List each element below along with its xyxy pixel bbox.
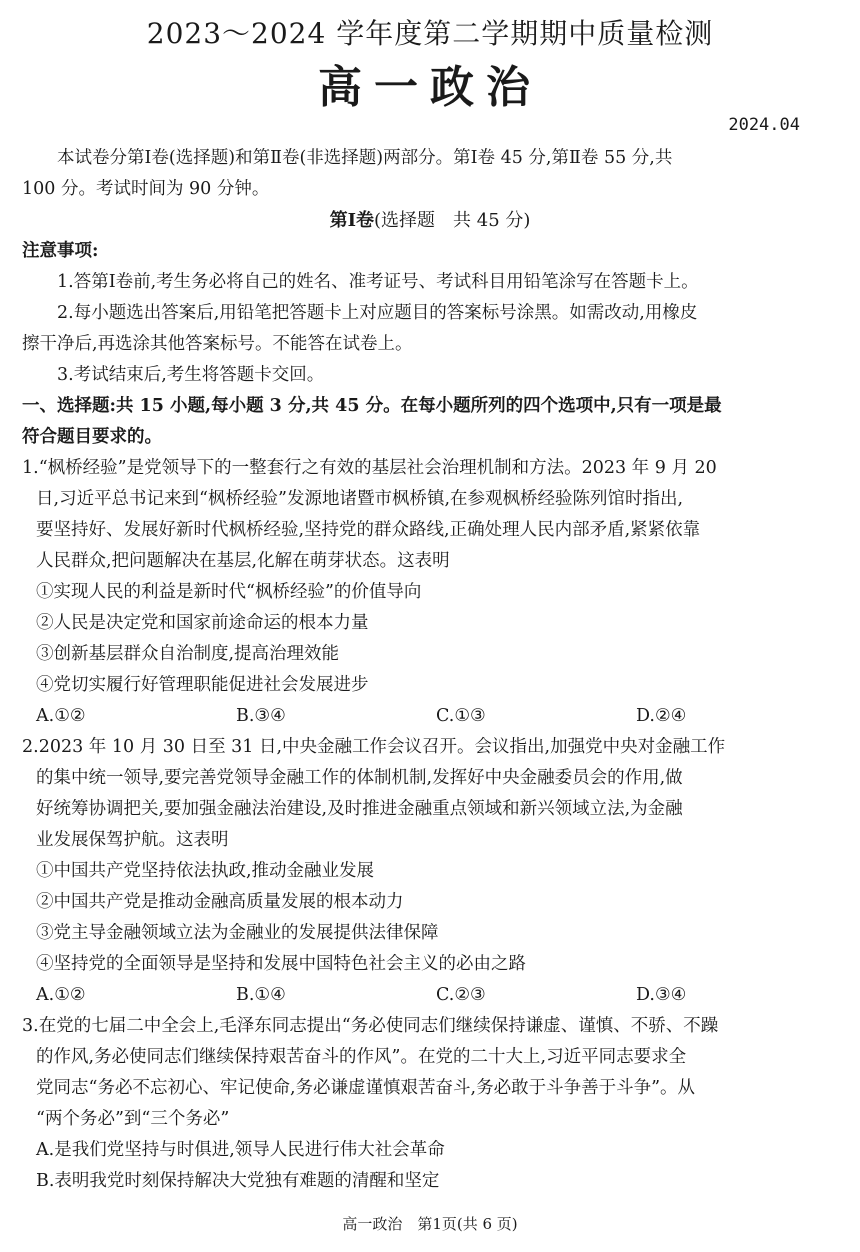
statement: ③党主导金融领域立法为金融业的发展提供法律保障 xyxy=(36,923,439,943)
exam-date: 2024.04 xyxy=(728,115,800,135)
question-text-line: “两个务必”到“三个务必” xyxy=(36,1109,230,1129)
question-text-line: 1.“枫桥经验”是党领导下的一整套行之有效的基层社会治理机制和方法。2023 年 9 月 20 xyxy=(22,458,717,478)
exam-content xyxy=(22,143,838,1197)
choice-b: B.③④ xyxy=(236,706,286,726)
choice-a: A.①② xyxy=(36,985,86,1005)
choice-a: A.①② xyxy=(36,706,86,726)
intro-line-2: 100 分。考试时间为 90 分钟。 xyxy=(22,179,270,199)
choice-d: D.②④ xyxy=(636,706,687,726)
choice-d: D.③④ xyxy=(636,985,687,1005)
answer-choices xyxy=(22,701,838,732)
statement: ④党切实履行好管理职能促进社会发展进步 xyxy=(36,675,369,695)
choice-c: C.①③ xyxy=(436,706,486,726)
question-text-line: 好统筹协调把关,要加强金融法治建设,及时推进金融重点领域和新兴领域立法,为金融 xyxy=(36,799,683,819)
question-text-line: 日,习近平总书记来到“枫桥经验”发源地诸暨市枫桥镇,在参观枫桥经验陈列馆时指出, xyxy=(36,489,684,509)
statement: ①中国共产党坚持依法执政,推动金融业发展 xyxy=(36,861,375,881)
answer-choices xyxy=(22,980,838,1011)
question-text-line: 业发展保驾护航。这表明 xyxy=(36,830,229,850)
page-footer: 高一政治 第1页(共 6 页) xyxy=(342,1215,518,1233)
question-text-line: 2.2023 年 10 月 30 日至 31 日,中央金融工作会议召开。会议指出,加强党中央对金融工作 xyxy=(22,737,726,757)
notice-item: 1.答第Ⅰ卷前,考生务必将自己的姓名、准考证号、考试科目用铅笔涂写在答题卡上。 xyxy=(57,272,699,292)
notice-item: 2.每小题选出答案后,用铅笔把答题卡上对应题目的答案标号涂黑。如需改动,用橡皮 xyxy=(57,303,698,323)
question-text-line: 要坚持好、发展好新时代枫桥经验,坚持党的群众路线,正确处理人民内部矛盾,紧紧依靠 xyxy=(36,520,701,540)
notice-item: 擦干净后,再选涂其他答案标号。不能答在试卷上。 xyxy=(22,334,413,354)
option: B.表明我党时刻保持解决大党独有难题的清醒和坚定 xyxy=(36,1171,440,1191)
question-text-line: 的作风,务必使同志们继续保持艰苦奋斗的作风”。在党的二十大上,习近平同志要求全 xyxy=(36,1047,687,1067)
statement: ④坚持党的全面领导是坚持和发展中国特色社会主义的必由之路 xyxy=(36,954,526,974)
intro-line-1: 本试卷分第Ⅰ卷(选择题)和第Ⅱ卷(非选择题)两部分。第Ⅰ卷 45 分,第Ⅱ卷 55 分,共 xyxy=(57,148,673,168)
statement: ①实现人民的利益是新时代“枫桥经验”的价值导向 xyxy=(36,582,422,602)
question-text-line: 的集中统一领导,要完善党领导金融工作的体制机制,发挥好中央金融委员会的作用,做 xyxy=(36,768,683,788)
part1-heading-line-2: 符合题目要求的。 xyxy=(22,427,162,447)
statement: ②中国共产党是推动金融高质量发展的根本动力 xyxy=(36,892,404,912)
question-text-line: 3.在党的七届二中全会上,毛泽东同志提出“务必使同志们继续保持谦虚、谨慎、不骄、不躁 xyxy=(22,1016,719,1036)
exam-title: 2023～2024 学年度第二学期期中质量检测 xyxy=(146,17,714,50)
choice-b: B.①④ xyxy=(236,985,286,1005)
section-title-main: 第Ⅰ卷 xyxy=(329,210,374,231)
question-text-line: 党同志“务必不忘初心、牢记使命,务必谦虚谨慎艰苦奋斗,务必敢于斗争善于斗争”。从 xyxy=(36,1078,696,1098)
notice-item: 3.考试结束后,考生将答题卡交回。 xyxy=(57,365,325,385)
section-title xyxy=(22,205,838,236)
part1-heading-line-1: 一、选择题:共 15 小题,每小题 3 分,共 45 分。在每小题所列的四个选项中,只有一项是最 xyxy=(22,396,722,416)
question-2 xyxy=(22,732,838,1011)
subject-title: 高一政治 xyxy=(318,62,542,113)
choice-c: C.②③ xyxy=(436,985,486,1005)
section-title-sub: (选择题 共 45 分) xyxy=(374,210,531,231)
question-1 xyxy=(22,453,838,732)
question-text-line: 人民群众,把问题解决在基层,化解在萌芽状态。这表明 xyxy=(36,551,450,571)
notice-label: 注意事项: xyxy=(22,241,99,261)
statement: ②人民是决定党和国家前途命运的根本力量 xyxy=(36,613,369,633)
question-3 xyxy=(22,1011,838,1197)
statement: ③创新基层群众自治制度,提高治理效能 xyxy=(36,644,340,664)
option: A.是我们党坚持与时俱进,领导人民进行伟大社会革命 xyxy=(36,1140,445,1160)
